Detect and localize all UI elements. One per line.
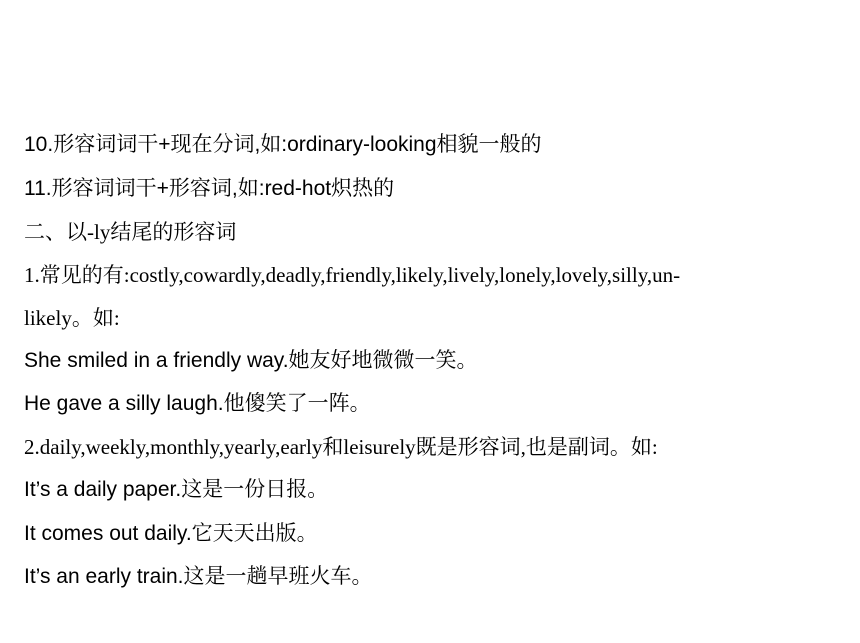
example-sentence: He gave a silly laugh.他傻笑了一阵。	[24, 392, 371, 415]
rule-11-text: 11.形容词词干+形容词,如:red-hot炽热的	[24, 177, 395, 200]
section-heading: 二、以-ly结尾的形容词	[24, 220, 237, 244]
list-item-1-continuation: likely。如:	[24, 306, 120, 330]
example-sentence: It comes out daily.它天天出版。	[24, 522, 318, 545]
list-item-2-text: 2.daily,weekly,monthly,yearly,early和leisurely既是形容词,也是副词。如:	[24, 435, 658, 459]
list-item-1-text: 1.常见的有:costly,cowardly,deadly,friendly,likely,lively,lonely,lovely,silly,un-	[24, 263, 681, 287]
rule-10-text: 10.形容词词干+现在分词,如:ordinary-looking相貌一般的	[24, 133, 542, 156]
example-sentence: It’s a daily paper.这是一份日报。	[24, 478, 329, 501]
example-sentence: It’s an early train.这是一趟早班火车。	[24, 565, 373, 588]
example-sentence: She smiled in a friendly way.她友好地微微一笑。	[24, 349, 478, 372]
